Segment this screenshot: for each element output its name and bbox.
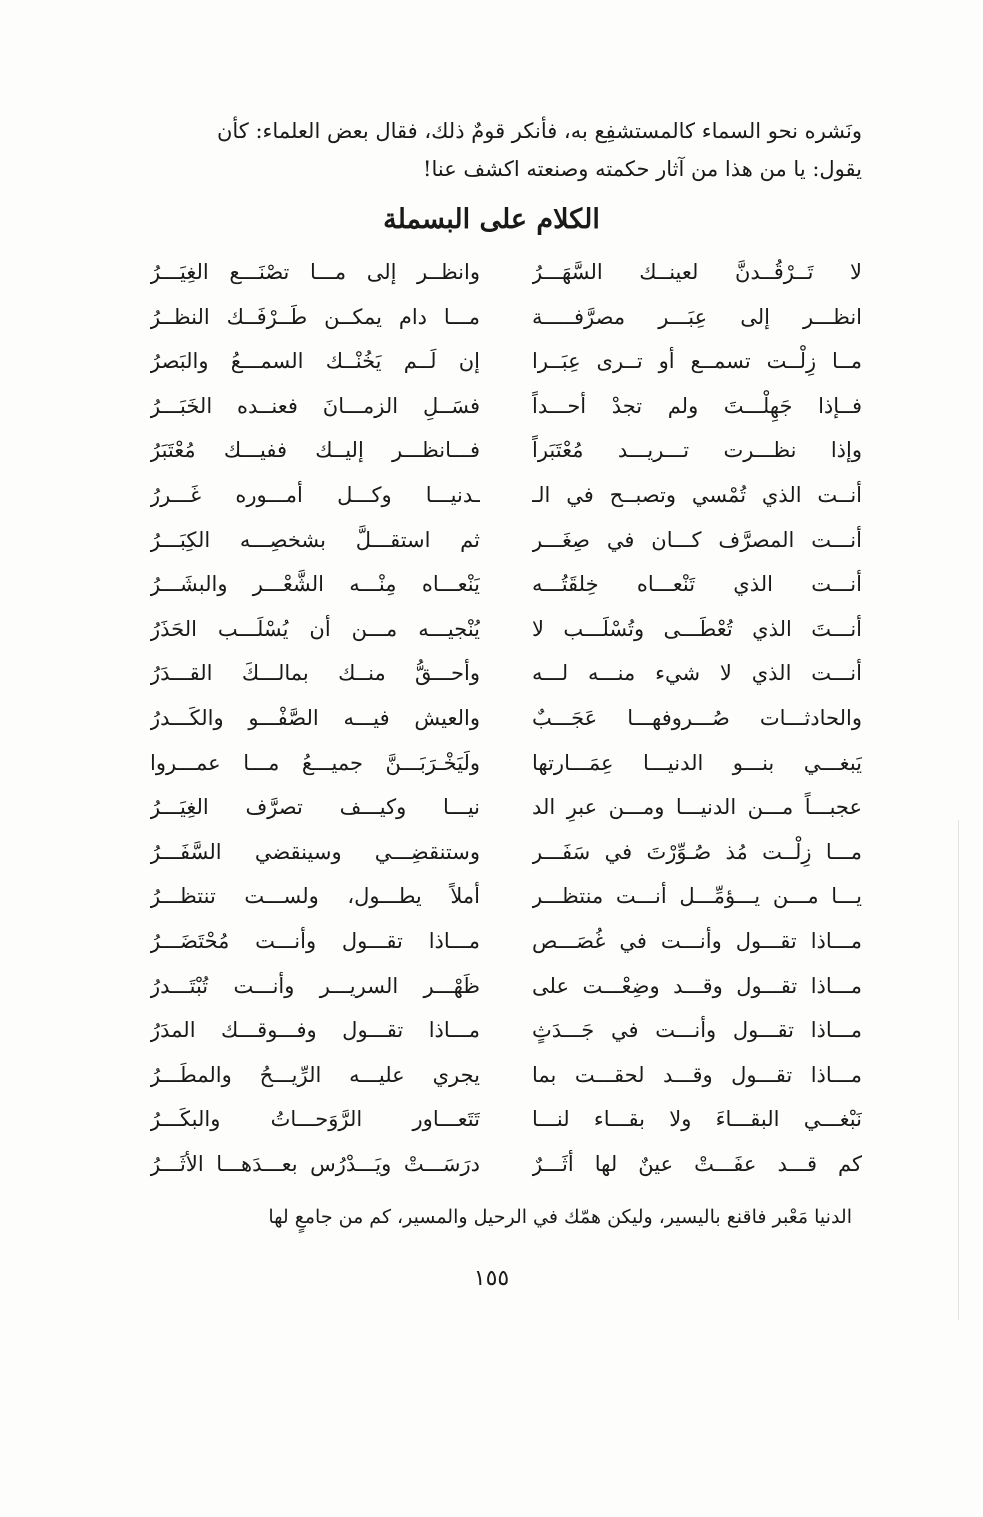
verse-row (150, 428, 862, 473)
verse-first-hemistich: والحادثـــات صُـــروفهـــا عَجَـــبٌ (532, 705, 862, 730)
verse-second-hemistich: ثم استقـــلَّ بشخصِـــه الكِبَـــرُ (150, 527, 480, 552)
verse-first-hemistich: عجبـــاً مـــن الدنيـــا ومـــن عبرِ الد (532, 795, 862, 820)
verse-second-hemistich: وانظــر إلى مـــا تصْنَـــع الغِيَـــرُ (150, 260, 480, 284)
verse-second-hemistich: فسَــلِ الزمـــانَ فعنــده الخَبَـــرُ (150, 393, 480, 418)
verse-second-hemistich: أملاً يطـــول، ولســـت تنتظـــرُ (150, 884, 480, 909)
intro-line-2: يقول: يا من هذا من آثار حكمته وصنعته اكشف عنا! (423, 157, 862, 181)
intro-paragraph (150, 112, 862, 188)
verse-first-hemistich: مـــاذا تقـــول وأنـــت في غُصَـــص (532, 928, 862, 953)
verse-first-hemistich: فــإذا جَهِلْـــتَ ولم تجدْ أحـــداً (532, 393, 862, 418)
verse-first-hemistich: مـــاذا تقـــول وأنـــت في جَـــدَثٍ (532, 1018, 862, 1043)
verse-row (150, 295, 862, 340)
verse-second-hemistich: إن لَــم يَخُنْــك السمـــعُ والبَصرُ (150, 349, 480, 374)
scan-margin-line (958, 820, 959, 1320)
verse-row (150, 473, 862, 518)
verse-first-hemistich: أنـــت المصرَّف كـــان في صِغَـــر (532, 527, 862, 552)
poem (150, 250, 862, 1186)
verse-row (150, 830, 862, 875)
verse-second-hemistich: مـــا دام يمكــن طَــرْفَــك النظــرُ (150, 304, 480, 329)
verse-first-hemistich: مــا زِلْــت تسمــع أو تــرى عِبَــرا (532, 349, 862, 374)
verse-row (150, 785, 862, 830)
verse-second-hemistich: ولَيَخْـرَبَـــنَّ جميـــعُ مـــا عمـــروا (150, 750, 480, 775)
verse-row (150, 874, 862, 919)
verse-row (150, 964, 862, 1009)
verse-second-hemistich: يجري عليـــه الرِّيـــحُ والمطَـــرُ (150, 1062, 480, 1087)
verse-first-hemistich: مـــا زِلْــت مُذ صُـوِّرْتَ في سَفَـــر (532, 839, 862, 864)
verse-row (150, 741, 862, 786)
verse-second-hemistich: مـــاذا تقـــول وفـــوقـــك المدَرُ (150, 1018, 480, 1043)
intro-line-1: ونَشره نحو السماء كالمستشفِع به، فأنكر قومٌ ذلك، فقال بعض العلماء: كأن (216, 119, 862, 143)
verse-first-hemistich: أنـــتَ الذي تُعْطَـــى وتُسْلَـــب لا (532, 616, 862, 641)
verse-second-hemistich: نيـــا وكيـــف تصرَّف الغِيَـــرُ (150, 795, 480, 820)
verse-first-hemistich: كم قـــد عفَـــتْ عينٌ لها أثَـــرٌ (532, 1151, 862, 1176)
verse-first-hemistich: انظـــر إلى عِبَـــر مصرَّفـــــة (532, 304, 862, 329)
verse-row (150, 1097, 862, 1142)
verse-first-hemistich: لا تَــرْقُــدنَّ لعينــك السَّهَـــرُ (532, 260, 862, 284)
verse-second-hemistich: وستنقضِـــي وسينقضي السَّفَـــرُ (150, 839, 480, 864)
verse-first-hemistich: أنـــت الذي لا شيء منـــه لـــه (532, 661, 862, 686)
verse-row (150, 919, 862, 964)
verse-first-hemistich: يـــا مـــن يـــؤمِّـــل أنـــت منتظـــر (532, 884, 862, 909)
verse-second-hemistich: وأحـــقُّ منــك بمالـــكَ القـــدَرُ (150, 661, 480, 686)
verse-second-hemistich: يَنْعـــاه مِنْـــه الشَّعْـــر والبشَـــرُ (150, 572, 480, 597)
verse-row (150, 1142, 862, 1187)
verse-second-hemistich: ـدنيـــا وكـــل أمـــوره غَـــررُ (150, 482, 480, 507)
verse-second-hemistich: مـــاذا تقـــول وأنـــت مُحْتَضَـــرُ (150, 928, 480, 953)
verse-first-hemistich: مـــاذا تقـــول وقـــد وضِعْـــت على (532, 973, 862, 998)
verse-first-hemistich: أنــت الذي تُمْسي وتصبــح في الـ (532, 482, 862, 507)
section-heading: الكلام على البسملة (383, 204, 600, 235)
verse-row (150, 518, 862, 563)
verse-row (150, 607, 862, 652)
verse-row (150, 250, 862, 295)
verse-first-hemistich: وإذا نظـــرت تـــريـــد مُعْتَبَراً (532, 438, 862, 463)
verse-row (150, 696, 862, 741)
verse-second-hemistich: تَتَعـــاور الرَّوَحـــاتُ والبكَـــرُ (150, 1107, 480, 1132)
verse-second-hemistich: درَسَـــتْ ويَـــدْرُس بعـــدَهـــا الأثَـــرُ (150, 1151, 480, 1176)
verse-second-hemistich: يُنْجيـــه مـــن أن يُسْلَـــب الحَذَرُ (150, 616, 480, 641)
verse-row (150, 651, 862, 696)
page-number: ١٥٥ (473, 1266, 510, 1291)
verse-row (150, 339, 862, 384)
verse-first-hemistich: نَبْغـــي البقـــاءَ ولا بقـــاء لنـــا (532, 1107, 862, 1132)
verse-row (150, 562, 862, 607)
verse-second-hemistich: فـــانظـــر إليــك ففيـــك مُعْتَبَرُ (150, 438, 480, 463)
verse-first-hemistich: أنـــت الذي تَنْعـــاه خِلقَتُـــه (532, 572, 862, 597)
verse-row (150, 1008, 862, 1053)
verse-row (150, 1053, 862, 1098)
verse-second-hemistich: ظَهْـــر السريـــر وأنـــت تُبْتَـــدرُ (150, 973, 480, 998)
verse-first-hemistich: مـــاذا تقـــول وقـــد لحقـــت بما (532, 1062, 862, 1087)
verse-row (150, 384, 862, 429)
verse-second-hemistich: والعيش فيـــه الصَّفْـــو والكَـــدرُ (150, 705, 480, 730)
closing-line: الدنيا مَعْبر فاقنع باليسير، وليكن همّك في الرحيل والمسير، كم من جامعٍ لها (268, 1206, 852, 1228)
verse-first-hemistich: يَبغـــي بنـــو الدنيـــا عِمَـــارتها (532, 750, 862, 775)
